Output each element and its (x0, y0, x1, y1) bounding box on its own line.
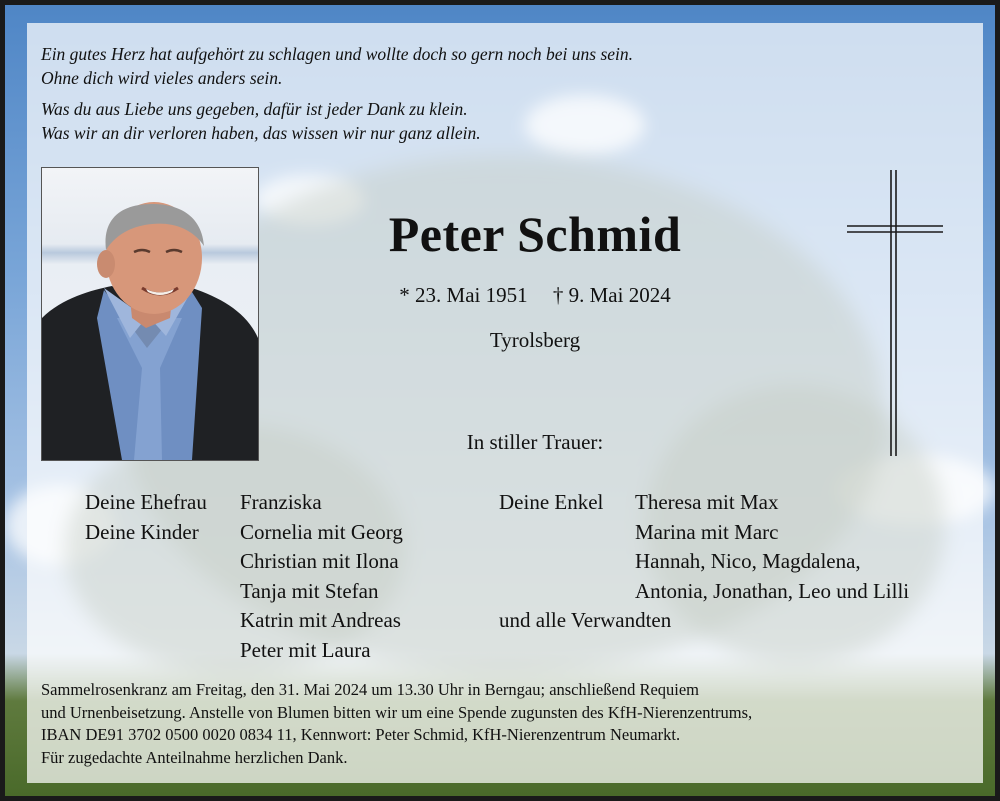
residence-place: Tyrolsberg (489, 328, 581, 352)
footer-line: und Urnenbeisetzung. Anstelle von Blumen bitten wir um eine Spende zugunsten des KfH-Nierenzentrums, (41, 702, 753, 722)
poem-line: Ohne dich wird vieles anders sein. (41, 68, 283, 88)
service-information (41, 679, 752, 769)
child-name: Cornelia mit Georg (240, 519, 403, 544)
footer-line: Für zugedachte Anteilnahme herzlichen Dank. (41, 747, 348, 767)
grandchildren-label: Deine Enkel (499, 490, 604, 514)
children-label: Deine Kinder (85, 519, 199, 544)
death-date: † 9. Mai 2024 (552, 283, 671, 307)
family-names-left (240, 488, 403, 665)
family-names-right (635, 488, 909, 606)
child-name: Peter mit Laura (240, 637, 371, 662)
portrait-illustration (42, 168, 258, 460)
deceased-name: Peter Schmid (388, 206, 682, 262)
footer-line: Sammelrosenkranz am Freitag, den 31. Mai 2024 um 13.30 Uhr in Berngau; anschließend Requiem (41, 680, 700, 699)
poem-line: Was wir an dir verloren haben, das wissen wir nur ganz allein. (41, 123, 481, 143)
grandchild-name: Marina mit Marc (635, 519, 779, 544)
life-dates (265, 283, 805, 308)
poem-stanza-1 (41, 42, 633, 90)
child-name: Tanja mit Stefan (240, 578, 379, 603)
wife-label: Deine Ehefrau (85, 490, 207, 514)
wife-name: Franziska (240, 490, 322, 514)
cross-icon (845, 168, 945, 458)
grandchild-name: Antonia, Jonathan, Leo und Lilli (635, 578, 910, 603)
family-labels-left (85, 488, 207, 547)
poem-line: Ein gutes Herz hat aufgehört zu schlagen und wollte doch so gern noch bei uns sein. (41, 44, 634, 64)
footer-line: IBAN DE91 3702 0500 0020 0834 11, Kennwort: Peter Schmid, KfH-Nierenzentrum Neumarkt. (41, 725, 681, 744)
portrait-photo (41, 167, 259, 461)
mourning-heading: In stiller Trauer: (466, 430, 604, 454)
grandchild-name: Theresa mit Max (635, 490, 779, 514)
child-name: Katrin mit Andreas (240, 608, 401, 632)
birth-date: * 23. Mai 1951 (399, 283, 528, 307)
child-name: Christian mit Ilona (240, 549, 399, 573)
relatives-line: und alle Verwandten (499, 608, 672, 632)
poem-stanza-2 (41, 97, 481, 145)
grandchild-name: Hannah, Nico, Magdalena, (635, 549, 861, 573)
poem-line: Was du aus Liebe uns gegeben, dafür ist jeder Dank zu klein. (41, 99, 468, 119)
